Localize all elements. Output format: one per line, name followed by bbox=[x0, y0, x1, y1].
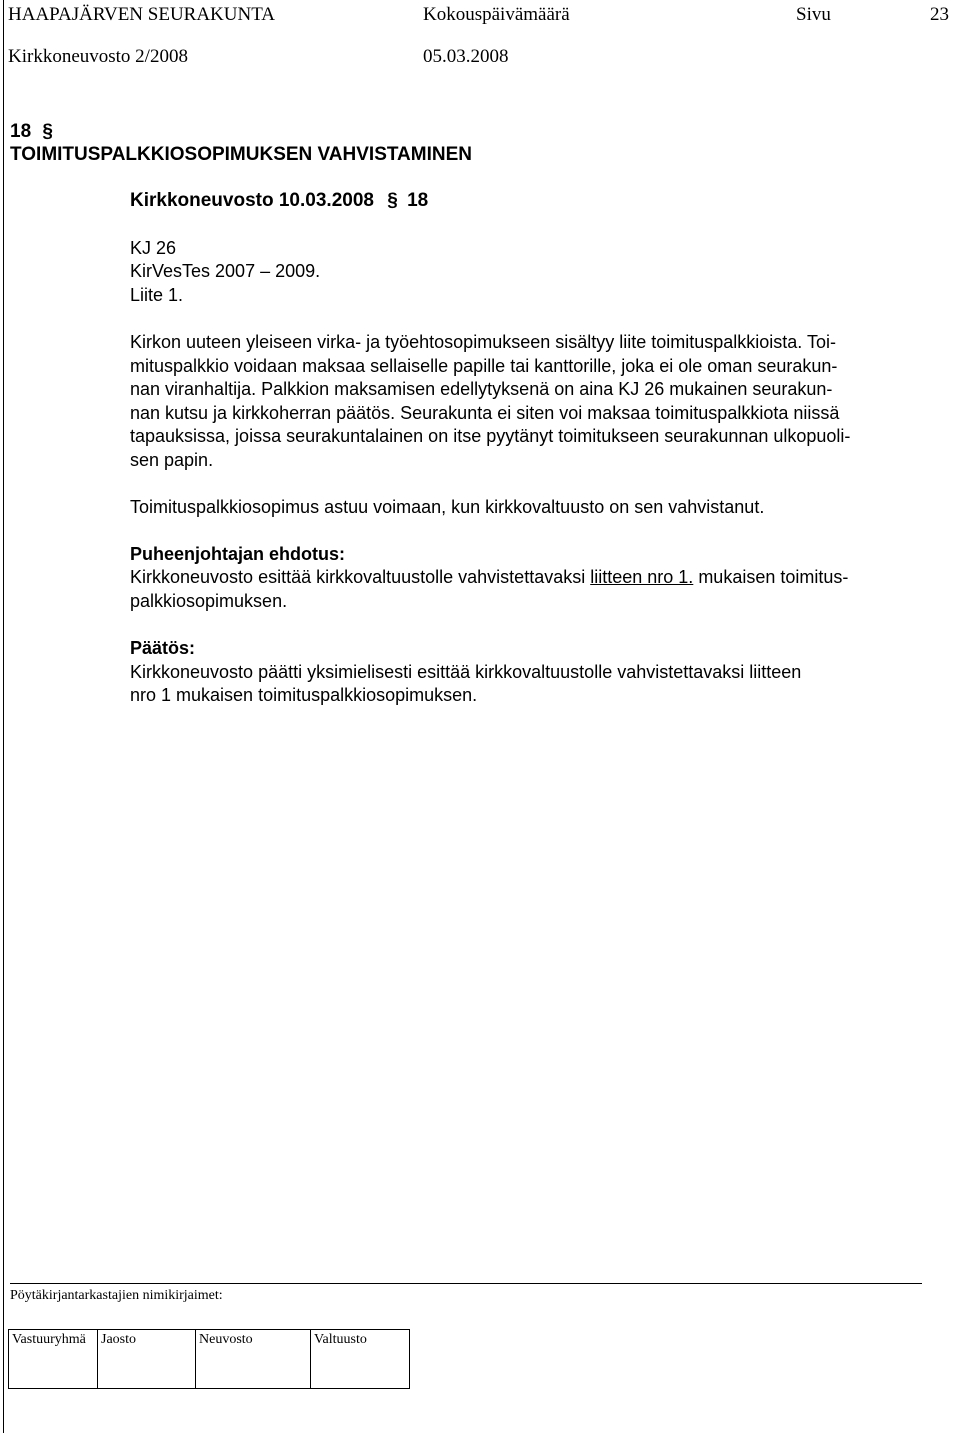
proposal-line: palkkiosopimuksen. bbox=[130, 591, 288, 611]
reference-item: Liite 1. bbox=[130, 285, 184, 305]
date-label: Kokouspäivämäärä bbox=[423, 4, 570, 25]
meeting-reference-body: Kirkkoneuvosto 10.03.2008 bbox=[130, 190, 374, 211]
section-number bbox=[10, 120, 53, 144]
paragraph-line: nan kutsu ja kirkkoherran päätös. Seurakunta ei siten voi maksaa toimituspalkkiota niissä bbox=[130, 403, 840, 423]
meeting-name: Kirkkoneuvosto 2/2008 bbox=[8, 46, 188, 67]
paragraph-line: nan viranhaltija. Palkkion maksamisen edellytyksenä on aina KJ 26 mukainen seurakun- bbox=[130, 379, 833, 399]
signature-line bbox=[10, 1283, 922, 1284]
paragraph-line: Toimituspalkkiosopimus astuu voimaan, kun kirkkovaltuusto on sen vahvistanut. bbox=[130, 497, 765, 517]
paragraph-line: mituspalkkio voidaan maksaa sellaiselle papille tai kanttorille, joka ei ole oman seurakun- bbox=[130, 356, 838, 376]
reference-item: KirVesTes 2007 – 2009. bbox=[130, 261, 321, 281]
meeting-reference-number: 18 bbox=[407, 190, 429, 211]
decision-line: Kirkkoneuvosto päätti yksimielisesti esittää kirkkovaltuustolle vahvistettavaksi liitteen bbox=[130, 662, 802, 682]
org-name: HAAPAJÄRVEN SEURAKUNTA bbox=[8, 4, 276, 25]
proposal-text: Kirkkoneuvosto esittää kirkkovaltuustolle vahvistettavaksi bbox=[130, 567, 586, 587]
approval-box-valtuusto: Valtuusto bbox=[311, 1329, 410, 1389]
section-number-value: 18 bbox=[10, 121, 32, 142]
proposal-text: mukaisen toimitus- bbox=[698, 567, 849, 587]
page-number: 23 bbox=[930, 4, 949, 25]
left-margin-rule bbox=[3, 0, 4, 1433]
page-label: Sivu bbox=[796, 4, 831, 25]
attachment-link[interactable]: liitteen nro 1. bbox=[590, 567, 694, 587]
approval-box-vastuuryhma: Vastuuryhmä bbox=[8, 1329, 98, 1389]
approval-box-jaosto: Jaosto bbox=[98, 1329, 196, 1389]
meeting-date: 05.03.2008 bbox=[423, 46, 509, 67]
approval-boxes bbox=[8, 1329, 410, 1391]
reference-item: KJ 26 bbox=[130, 238, 177, 258]
paragraph-line: sen papin. bbox=[130, 450, 214, 470]
paragraph-line: tapauksissa, joissa seurakuntalainen on itse pyytänyt toimitukseen seurakunnan ulkopuoli- bbox=[130, 426, 851, 446]
proposal-heading: Puheenjohtajan ehdotus: bbox=[130, 544, 346, 564]
decision-line: nro 1 mukaisen toimituspalkkiosopimuksen. bbox=[130, 685, 478, 705]
proposal-line bbox=[130, 566, 848, 589]
meeting-reference-sign: § bbox=[387, 190, 398, 211]
decision-heading: Päätös: bbox=[130, 638, 196, 658]
meeting-reference bbox=[130, 189, 428, 213]
section-title: TOIMITUSPALKKIOSOPIMUKSEN VAHVISTAMINEN bbox=[10, 144, 473, 165]
signature-label: Pöytäkirjantarkastajien nimikirjaimet: bbox=[10, 1288, 223, 1303]
paragraph-line: Kirkon uuteen yleiseen virka- ja työehtosopimukseen sisältyy liite toimituspalkkioista. Toi- bbox=[130, 332, 836, 352]
section-sign: § bbox=[42, 121, 53, 142]
approval-box-neuvosto: Neuvosto bbox=[196, 1329, 311, 1389]
